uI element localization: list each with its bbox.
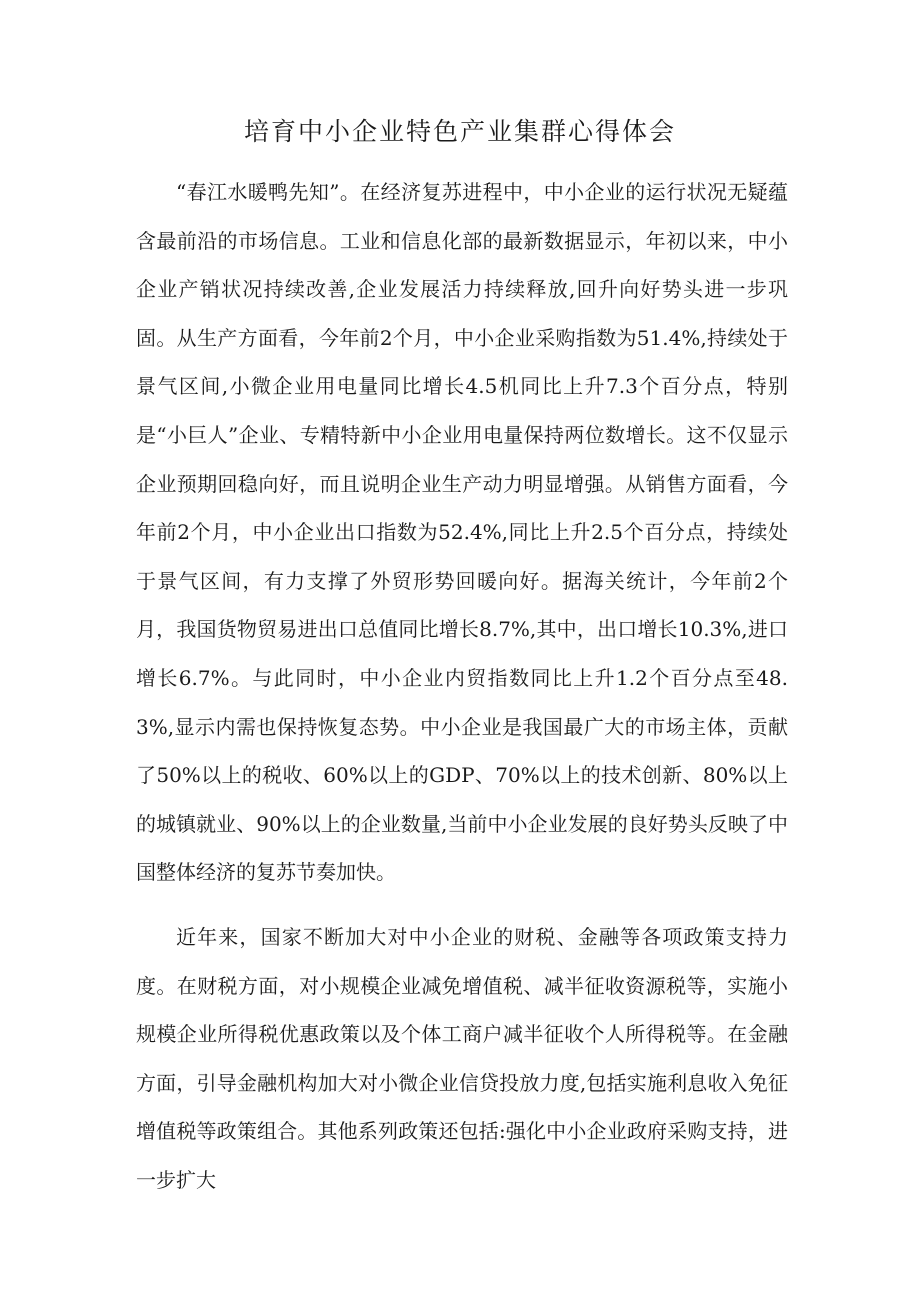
body-paragraph-2: 近年来，国家不断加大对中小企业的财税、金融等各项政策支持力度。在财税方面，对小规模企业减免增值税、减半征收资源税等，实施小规模企业所得税优惠政策以及个体工商户减半征收个人所得税等。在金融方面，引导金融机构加大对小微企业信贷投放力度,包括实施利息收入免征增值税等政策组合。其他系列政策还包括:强化中小企业政府采购支持，进一步扩大: [136, 925, 788, 1192]
document-title: 培育中小企业特色产业集群心得体会: [243, 117, 676, 146]
body-paragraph-1: “春江水暖鸭先知”。在经济复苏进程中，中小企业的运行状况无疑蕴含最前沿的市场信息。工业和信息化部的最新数据显示，年初以来，中小企业产销状况持续改善,企业发展活力持续释放,回升向好势头进一步巩固。从生产方面看，今年前2个月，中小企业采购指数为51.4%,持续处于景气区间,小微企业用电量同比增长4.5机同比上升7.3个百分点，特别是“小巨人”企业、专精特新中小企业用电量保持两位数增长。这不仅显示企业预期回稳向好，而且说明企业生产动力明显增强。从销售方面看，今年前2个月，中小企业出口指数为52.4%,同比上升2.5个百分点，持续处于景气区间，有力支撑了外贸形势回暖向好。据海关统计，今年前2个月，我国货物贸易进出口总值同比增长8.7%,其中，出口增长10.3%,进口增长6.7%。与此同时，中小企业内贸指数同比上升1.2个百分点至48.3%,显示内需也保持恢复态势。中小企业是我国最广大的市场主体，贡献了50%以上的税收、60%以上的GDP、70%以上的技术创新、80%以上的城镇就业、90%以上的企业数量,当前中小企业发展的良好势头反映了中国整体经济的复苏节奏加快。: [136, 180, 788, 885]
